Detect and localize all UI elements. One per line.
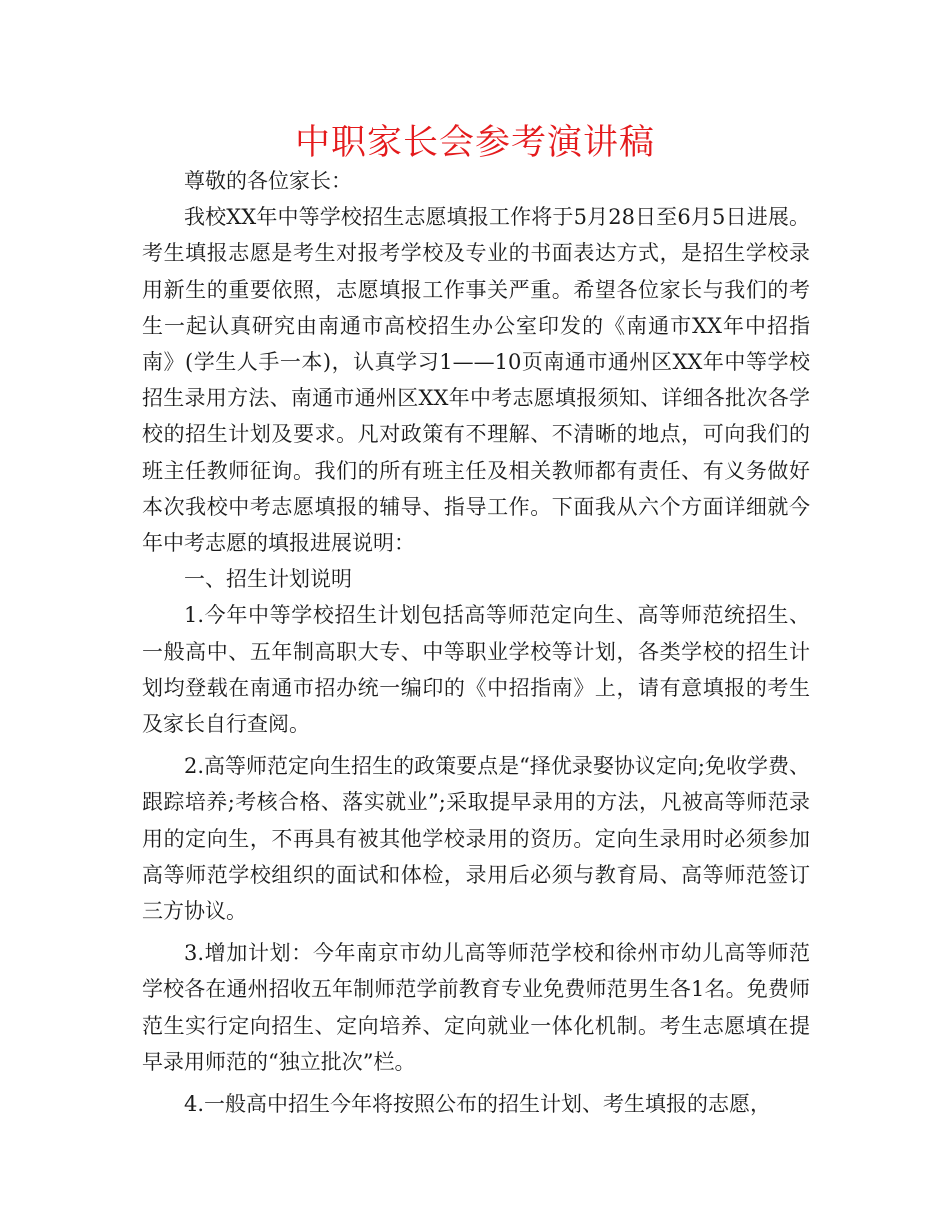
salutation: 尊敬的各位家长：: [184, 169, 352, 193]
intro-paragraph: 我校XX年中等学校招生志愿填报工作将于5月28日至6月5日进展。考生填报志愿是考生对报考学校及专业的书面表达方式，是招生学校录用新生的重要依照，志愿填报工作事关严重。希望各位家长与我们的考生一起认真研究由南通市高校招生办公室印发的《南通市XX年中招指南》(学生人手一本)，认真学习1——10页南通市通州区XX年中等学校招生录用方法、南通市通州区XX年中考志愿填报须知、详细各批次各学校的招生计划及要求。凡对政策有不理解、不清晰的地点，可向我们的班主任教师征询。我们的所有班主任及相关教师都有责任、有义务做好本次我校中考志愿填报的辅导、指导工作。下面我从六个方面详细就今年中考志愿的填报进展说明：: [142, 205, 810, 556]
document-body: [142, 163, 810, 1122]
paragraph-item-3: 3.增加计划：今年南京市幼儿高等师范学校和徐州市幼儿高等师范学校各在通州招收五年制师范学前教育专业免费师范男生各1名。免费师范生实行定向招生、定向培养、定向就业一体化机制。考生志愿填在提早录用师范的“独立批次”栏。: [142, 941, 810, 1074]
paragraph-item-2: 2.高等师范定向生招生的政策要点是“择优录娶协议定向;免收学费、跟踪培养;考核合格、落实就业”;采取提早录用的方法，凡被高等师范录用的定向生，不再具有被其他学校录用的资历。定向生录用时必须参加高等师范学校组织的面试和体检，录用后必须与教育局、高等师范签订三方协议。: [142, 754, 810, 924]
paragraph-item-4: 4.一般高中招生今年将按照公布的招生计划、考生填报的志愿，: [184, 1092, 772, 1117]
document-title: 中职家长会参考演讲稿: [294, 123, 655, 163]
paragraph-item-1: 1.今年中等学校招生计划包括高等师范定向生、高等师范统招生、一般高中、五年制高职大专、中等职业学校等计划，各类学校的招生计划均登载在南通市招办统一编印的《中招指南》上，请有意填报的考生及家长自行查阅。: [142, 603, 810, 737]
section-heading: 一、招生计划说明: [184, 567, 352, 592]
